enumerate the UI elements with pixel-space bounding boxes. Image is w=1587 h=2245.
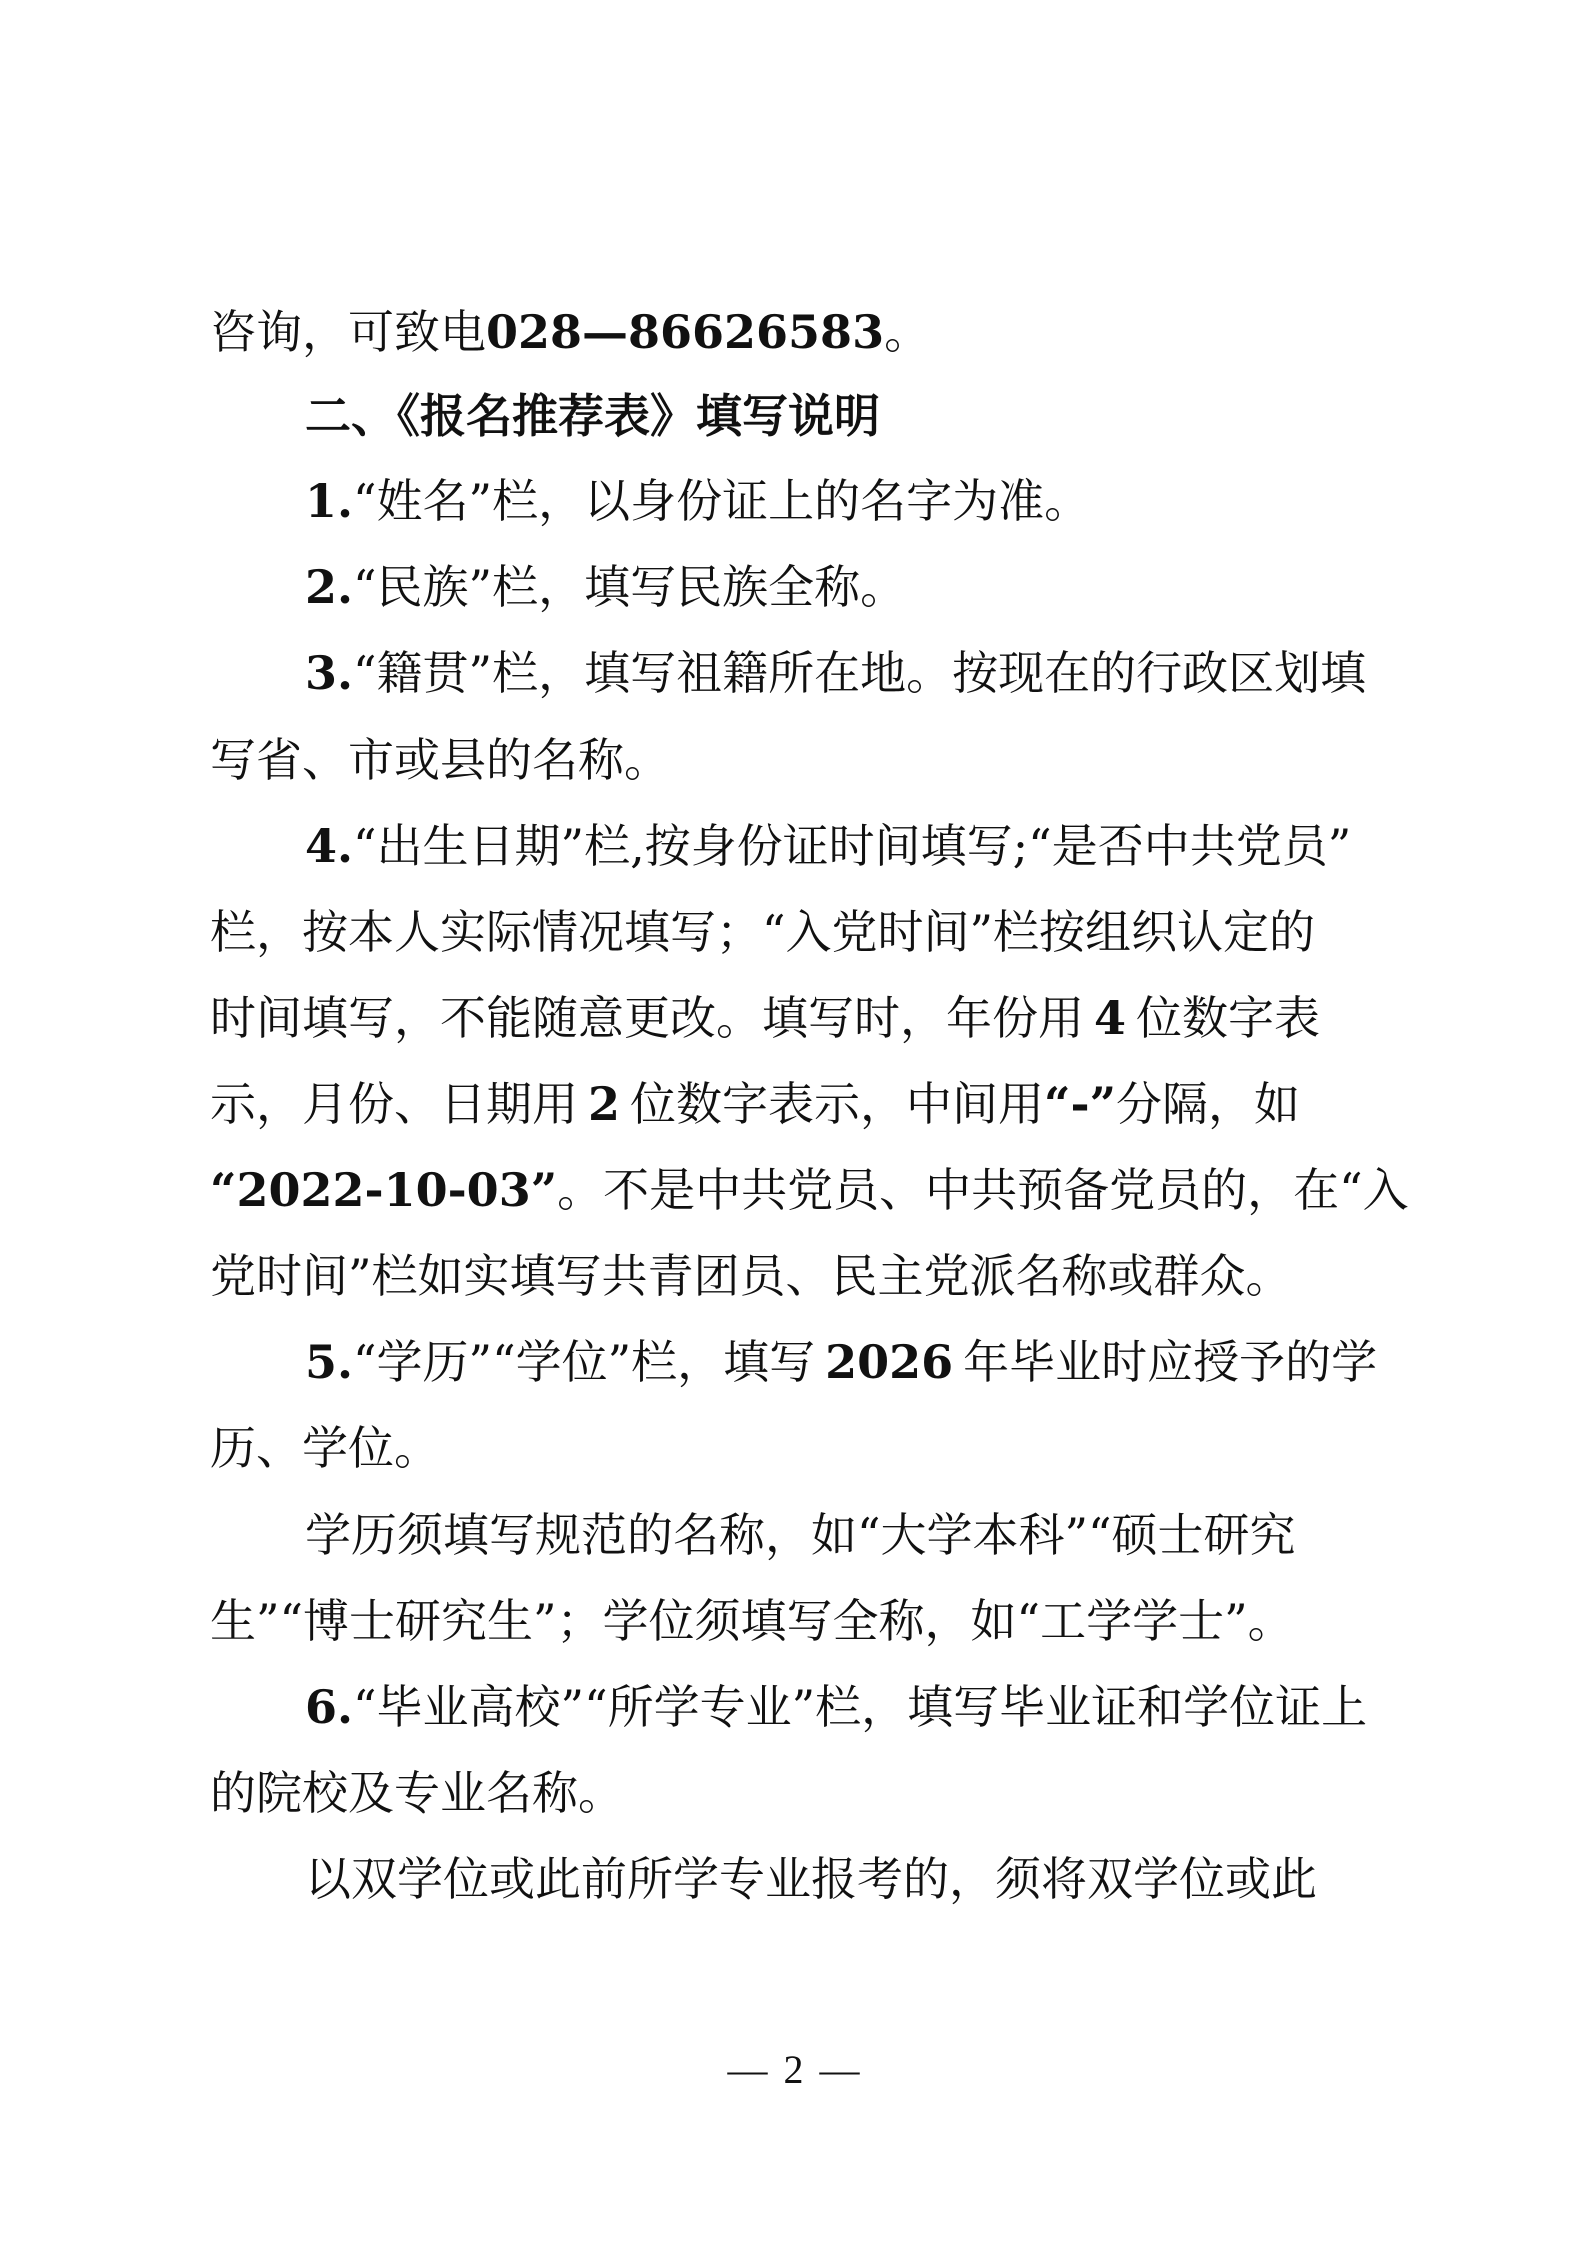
item-5-line [305, 1332, 1377, 1392]
item-number: 6. [305, 1680, 354, 1734]
section-heading: 二、《报名推荐表》填写说明 [305, 389, 880, 443]
text-run: 位数字表示，中间用 [630, 1077, 1045, 1131]
text-run: “学历”“学位”栏，填写 [353, 1335, 816, 1389]
text-run: “籍贯”栏，填写祖籍所在地。按现在的行政区划填 [353, 646, 1367, 700]
number-run: 4 [1094, 991, 1127, 1045]
text-run: “出生日期”栏,按身份证时间填写;“是否中共党员” [353, 819, 1352, 873]
item-4-line-2: 栏，按本人实际情况填写；“入党时间”栏按组织认定的 [210, 905, 1316, 959]
text-run: 示，月份、日期用 [210, 1077, 578, 1131]
text-run: “姓名”栏，以身份证上的名字为准。 [353, 474, 1091, 528]
text-run: “民族”栏，填写民族全称。 [353, 560, 907, 614]
text-run: 。 [884, 305, 931, 359]
body-line-1 [210, 302, 930, 362]
item-4-line-6: 党时间”栏如实填写共青团员、民主党派名称或群众。 [210, 1249, 1292, 1303]
text-run: 咨询，可致电 [210, 305, 486, 359]
item-number: 3. [305, 646, 354, 700]
item-number: 5. [305, 1335, 354, 1389]
text-run: 时间填写，不能随意更改。填写时，年份用 [210, 991, 1084, 1045]
footer-dash-left: — [727, 2047, 768, 2092]
item-4-line [305, 816, 1351, 876]
item-number: 4. [305, 819, 354, 873]
paragraph-line: 以双学位或此前所学专业报考的，须将双学位或此 [305, 1852, 1317, 1906]
item-4-line-4 [210, 1074, 1300, 1134]
item-3-line-cont: 写省、市或县的名称。 [210, 733, 670, 787]
text-run: “毕业高校”“所学专业”栏，填写毕业证和学位证上 [353, 1680, 1368, 1734]
item-6-line-cont: 的院校及专业名称。 [210, 1766, 624, 1820]
item-1-line [305, 471, 1090, 531]
year-run: 2026 [825, 1335, 954, 1389]
footer-dash-right: — [819, 2047, 860, 2092]
item-3-line [305, 643, 1366, 703]
item-5-line-cont: 历、学位。 [210, 1421, 440, 1475]
paragraph-line: 学历须填写规范的名称，如“大学本科”“硕士研究 [305, 1508, 1296, 1562]
page-number: 2 [783, 2047, 804, 2092]
item-2-line [305, 557, 906, 617]
number-run: 2 [588, 1077, 621, 1131]
item-4-line-3 [210, 988, 1320, 1048]
text-run: 分隔，如 [1116, 1077, 1301, 1131]
item-number: 2. [305, 560, 354, 614]
date-example: “2022-10-03” [210, 1163, 558, 1217]
text-run: 位数字表 [1136, 991, 1321, 1045]
item-4-line-5 [210, 1160, 1409, 1220]
page-footer [0, 2045, 1587, 2095]
paragraph-line: 生”“博士研究生”；学位须填写全称，如“工学学士”。 [210, 1594, 1294, 1648]
text-run: 年毕业时应授予的学 [963, 1335, 1378, 1389]
separator-example: “-” [1044, 1077, 1117, 1131]
text-run: 。不是中共党员、中共预备党员的，在“入 [557, 1163, 1409, 1217]
item-6-line [305, 1677, 1367, 1737]
item-number: 1. [305, 474, 354, 528]
phone-number: 028—86626583 [486, 305, 885, 359]
